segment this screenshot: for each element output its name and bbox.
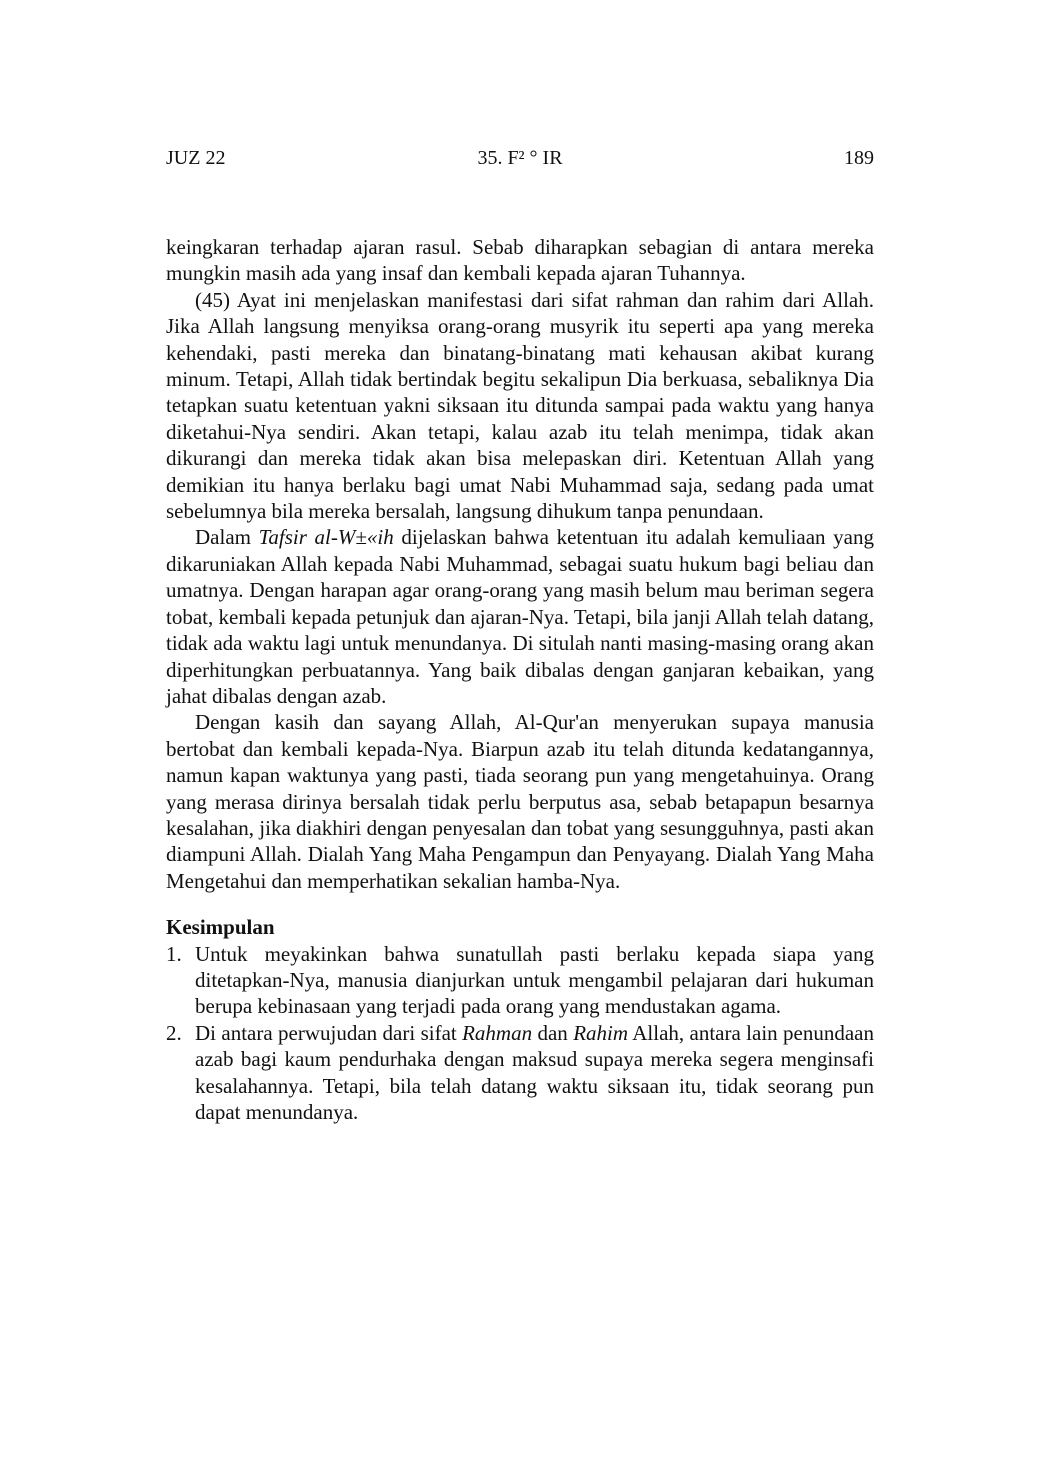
paragraph-tafsir-rest: dijelaskan bahwa ketentuan itu adalah kemuliaan yang dikaruniakan Allah kepada Nabi Muhammad, sebagai suatu hukum bagi beliau dan umatnya. Dengan harapan agar orang-orang yang masih belum mau beriman segera tobat, kembali kepada petunjuk dan ajaran-Nya. Tetapi, bila janji Allah telah datang, tidak ada waktu lagi untuk menundanya. Di situlah nanti masing-masing orang akan diperhitungkan perbuatannya. Yang baik dibalas dengan ganjaran kebaikan, yang jahat dibalas dengan azab. bbox=[166, 525, 874, 708]
conclusion-item-2-part2: dan bbox=[532, 1020, 574, 1045]
conclusion-item-2-part1: Di antara perwujudan dari sifat bbox=[195, 1020, 463, 1045]
juz-label: JUZ 22 bbox=[166, 147, 226, 169]
conclusion-item-2-number: 2. bbox=[166, 1020, 182, 1045]
paragraph-continuation: keingkaran terhadap ajaran rasul. Sebab diharapkan sebagian di antara mereka mungkin masih ada yang insaf dan kembali kepada ajaran Tuhannya. bbox=[166, 235, 874, 286]
paragraph-tafsir bbox=[166, 524, 874, 709]
conclusion-item-1-text: Untuk meyakinkan bahwa sunatullah pasti berlaku kepada siapa yang ditetapkan-Nya, manusia dianjurkan untuk mengambil pelajaran dari hukuman berupa kebinasaan yang terjadi pada orang yang mendustakan agama. bbox=[195, 941, 874, 1019]
surah-title: 35. F² ° IR bbox=[477, 147, 563, 169]
page-number: 189 bbox=[844, 147, 874, 169]
paragraph-tafsir-prefix: Dalam bbox=[195, 525, 259, 550]
page-header bbox=[166, 144, 874, 172]
conclusion-item-1-number: 1. bbox=[166, 941, 182, 966]
conclusion-item-1 bbox=[166, 941, 874, 1020]
tafsir-title: Tafsir al-W±«ih bbox=[258, 525, 394, 550]
paragraph-verse-45: (45) Ayat ini menjelaskan manifestasi dari sifat rahman dan rahim dari Allah. Jika Allah langsung menyiksa orang-orang musyrik itu seperti apa yang mereka kehendaki, pasti mereka dan binatang-binatang mati kehausan akibat kurang minum. Tetapi, Allah tidak bertindak begitu sekalipun Dia berkuasa, sebaliknya Dia tetapkan suatu ketentuan yakni siksaan itu ditunda sampai pada waktu yang hanya diketahui-Nya sendiri. Akan tetapi, kalau azab itu telah menimpa, tidak akan dikurangi dan mereka tidak akan bisa melepaskan diri. Ketentuan Allah yang demikian itu hanya berlaku bagi umat Nabi Muhammad saja, sedang pada umat sebelumnya bila mereka bersalah, langsung dihukum tanpa penundaan. bbox=[166, 287, 874, 524]
conclusion-item-2-text bbox=[195, 1021, 874, 1124]
conclusion-heading: Kesimpulan bbox=[166, 915, 275, 940]
paragraph-mercy: Dengan kasih dan sayang Allah, Al-Qur'an menyerukan supaya manusia bertobat dan kembali kepada-Nya. Biarpun azab itu telah ditunda kedatangannya, namun kapan waktunya yang pasti, tiada seorang pun yang mengetahuinya. Orang yang merasa dirinya bersalah tidak perlu berputus asa, sebab betapapun besarnya kesalahan, jika diakhiri dengan penyesalan dan tobat yang sesungguhnya, pasti akan diampuni Allah. Dialah Yang Maha Pengampun dan Penyayang. Dialah Yang Maha Mengetahui dan memperhatikan sekalian hamba-Nya. bbox=[166, 710, 874, 893]
conclusion-item-2-part3: Allah, antara lain penundaan azab bagi kaum pendurhaka dengan maksud supaya mereka segera menginsafi kesalahannya. Tetapi, bila telah datang waktu siksaan itu, tidak seorang pun dapat menundanya. bbox=[195, 1020, 874, 1124]
term-rahim: Rahim bbox=[573, 1020, 629, 1045]
conclusion-item-2 bbox=[166, 1020, 874, 1126]
term-rahman: Rahman bbox=[462, 1020, 533, 1045]
conclusion-list bbox=[166, 941, 874, 1126]
page-body bbox=[166, 234, 874, 1125]
